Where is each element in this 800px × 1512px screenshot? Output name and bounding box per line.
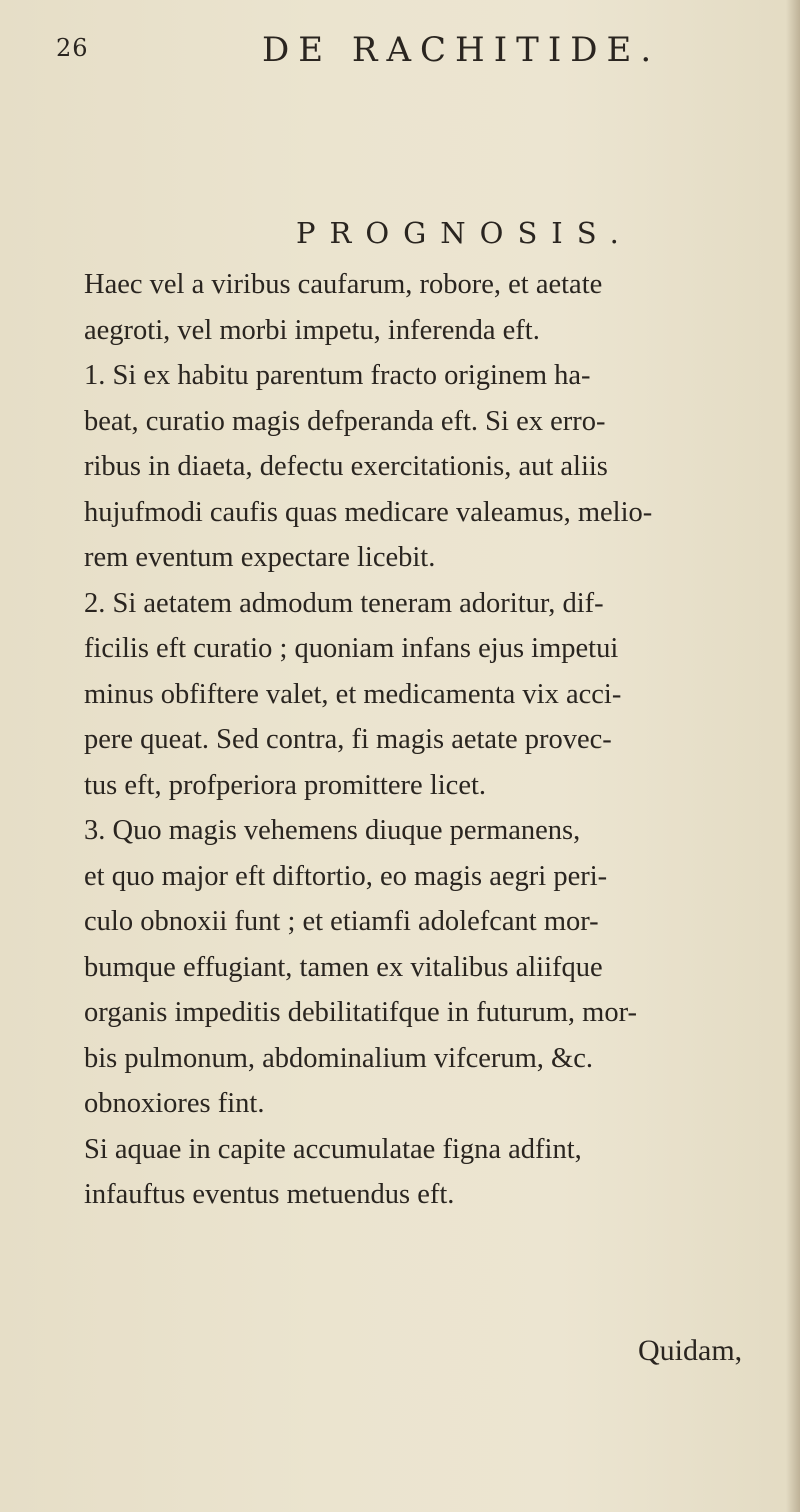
- text-line: bis pulmonum, abdominalium vifcerum, &c.: [84, 1042, 593, 1074]
- text-line: rem eventum expectare licebit.: [84, 542, 436, 573]
- text-line: infauftus eventus metuendus eft.: [84, 1179, 455, 1210]
- text-line: ficilis eft curatio ; quoniam infans ejus impetui: [84, 633, 619, 664]
- text-line: et quo major eft diftortio, eo magis aegri peri-: [84, 860, 608, 892]
- body-text: [84, 262, 784, 1218]
- catch-word: Quidam,: [638, 1334, 743, 1367]
- text-line: bumque effugiant, tamen ex vitalibus aliifque: [84, 951, 603, 983]
- text-line: Si aquae in capite accumulatae figna adfint,: [84, 1133, 582, 1165]
- text-line: hujufmodi caufis quas medicare valeamus, melio-: [84, 496, 653, 528]
- text-line: 2. Si aetatem admodum teneram adoritur, dif-: [84, 587, 604, 619]
- text-line: obnoxiores fint.: [84, 1088, 265, 1119]
- text-line: Haec vel a viribus caufarum, robore, et aetate: [84, 269, 603, 300]
- text-line: aegroti, vel morbi impetu, inferenda eft.: [84, 314, 540, 346]
- text-line: organis impeditis debilitatifque in futurum, mor-: [84, 997, 637, 1028]
- section-heading: PROGNOSIS.: [296, 216, 633, 250]
- text-line: beat, curatio magis defperanda eft. Si ex erro-: [84, 405, 606, 437]
- text-line: minus obfiftere valet, et medicamenta vix acci-: [84, 678, 622, 710]
- running-title: DE RACHITIDE.: [262, 30, 661, 70]
- text-line: tus eft, profperiora promittere licet.: [84, 769, 487, 801]
- text-line: 3. Quo magis vehemens diuque permanens,: [84, 815, 581, 846]
- text-line: ribus in diaeta, defectu exercitationis, aut aliis: [84, 451, 608, 482]
- running-head: [56, 30, 736, 70]
- page-edge-shadow: [786, 0, 800, 1512]
- page-number: 26: [56, 34, 89, 62]
- text-line: 1. Si ex habitu parentum fracto originem ha-: [84, 360, 591, 391]
- text-line: culo obnoxii funt ; et etiamfi adolefcant mor-: [84, 906, 599, 937]
- text-line: pere queat. Sed contra, fi magis aetate provec-: [84, 724, 612, 755]
